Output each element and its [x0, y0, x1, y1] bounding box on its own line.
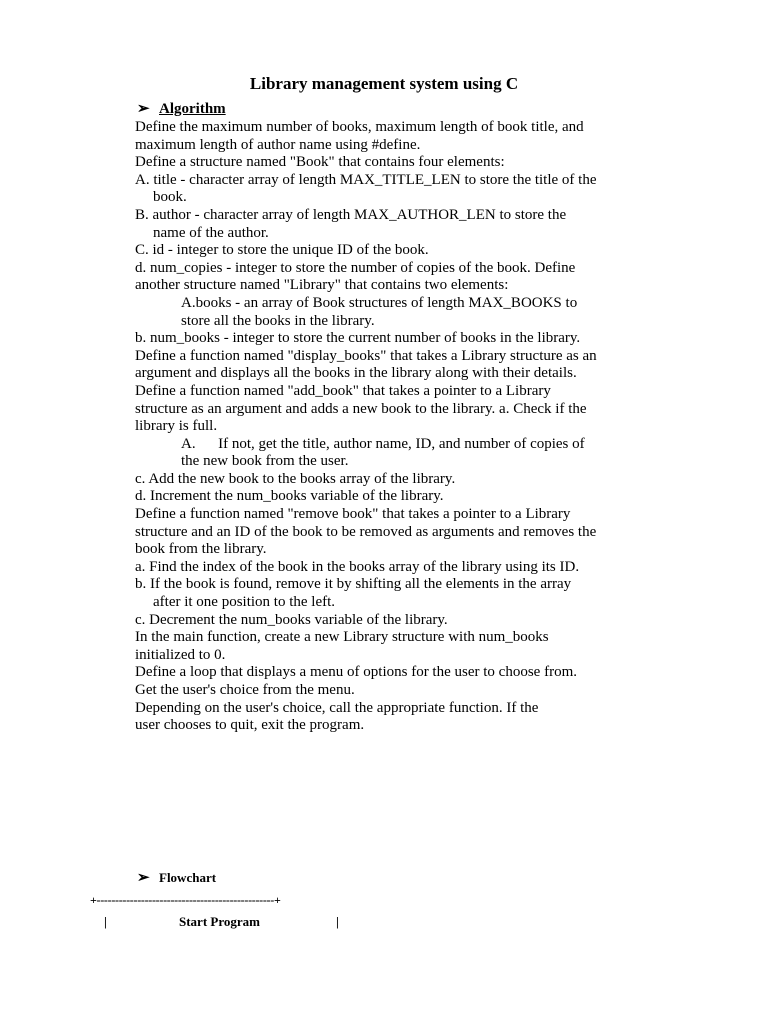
arrow-bullet-icon: ➢	[137, 870, 150, 886]
algorithm-line: Define a function named "remove book" that takes a pointer to a Library	[135, 506, 571, 523]
algorithm-line: A. title - character array of length MAX_TITLE_LEN to store the title of the	[135, 171, 597, 188]
algorithm-line: maximum length of author name using #define.	[135, 136, 421, 153]
algorithm-heading	[137, 99, 226, 118]
algorithm-line: C. id - integer to store the unique ID of the book.	[135, 242, 429, 259]
algorithm-line: library is full.	[135, 418, 218, 435]
document-title: Library management system using C	[249, 74, 519, 93]
algorithm-body	[135, 119, 695, 735]
algorithm-line: structure and an ID of the book to be removed as arguments and removes the	[135, 523, 597, 540]
algorithm-line: Depending on the user's choice, call the appropriate function. If the	[135, 699, 539, 716]
algorithm-line: argument and displays all the books in the library along with their details.	[135, 365, 577, 382]
algorithm-line: c. Add the new book to the books array of the library.	[135, 470, 456, 487]
algorithm-line: another structure named "Library" that contains two elements:	[135, 277, 509, 294]
algorithm-line: user chooses to quit, exit the program.	[135, 717, 365, 734]
algorithm-line: d. Increment the num_books variable of the library.	[135, 488, 444, 505]
algorithm-line: Define the maximum number of books, maximum length of book title, and	[135, 119, 584, 135]
algorithm-line: A.books - an array of Book structures of length MAX_BOOKS to	[181, 294, 578, 311]
algorithm-line: Define a function named "display_books" that takes a Library structure as an	[135, 347, 597, 364]
algorithm-line: Define a loop that displays a menu of options for the user to choose from.	[135, 664, 577, 681]
algorithm-line: a. Find the index of the book in the books array of the library using its ID.	[135, 558, 580, 575]
algorithm-heading-label: Algorithm	[159, 101, 226, 117]
algorithm-line: b. num_books - integer to store the current number of books in the library.	[135, 330, 581, 347]
flowchart-box-top-border: +------------------------------------------------+	[90, 893, 281, 907]
algorithm-line: after it one position to the left.	[153, 594, 336, 611]
flowchart-box-left-edge: |	[104, 914, 107, 929]
algorithm-line: Get the user's choice from the menu.	[135, 682, 355, 698]
flowchart-box-right-edge: |	[336, 914, 339, 929]
algorithm-line: b. If the book is found, remove it by shifting all the elements in the array	[135, 576, 572, 593]
algorithm-line: B. author - character array of length MAX_AUTHOR_LEN to store the	[135, 206, 567, 223]
flowchart-heading-label: Flowchart	[159, 870, 217, 885]
algorithm-line: Define a structure named "Book" that contains four elements:	[135, 154, 505, 171]
algorithm-line: store all the books in the library.	[181, 312, 375, 329]
algorithm-line: initialized to 0.	[135, 646, 226, 663]
algorithm-line: book from the library.	[135, 541, 267, 558]
arrow-bullet-icon: ➢	[137, 101, 150, 117]
algorithm-line: name of the author.	[153, 224, 269, 241]
flowchart-heading	[137, 868, 216, 887]
algorithm-line: A. If not, get the title, author name, ID, and number of copies of	[181, 435, 585, 452]
algorithm-line: d. num_copies - integer to store the number of copies of the book. Define	[135, 259, 576, 276]
algorithm-line: the new book from the user.	[181, 453, 349, 470]
flowchart-start-label: Start Program	[179, 914, 260, 929]
algorithm-line: structure as an argument and adds a new book to the library. a. Check if the	[135, 400, 587, 417]
algorithm-line: Define a function named "add_book" that takes a pointer to a Library	[135, 382, 551, 399]
algorithm-line: book.	[153, 189, 187, 206]
algorithm-line: In the main function, create a new Library structure with num_books	[135, 629, 549, 646]
algorithm-line: c. Decrement the num_books variable of the library.	[135, 611, 448, 628]
